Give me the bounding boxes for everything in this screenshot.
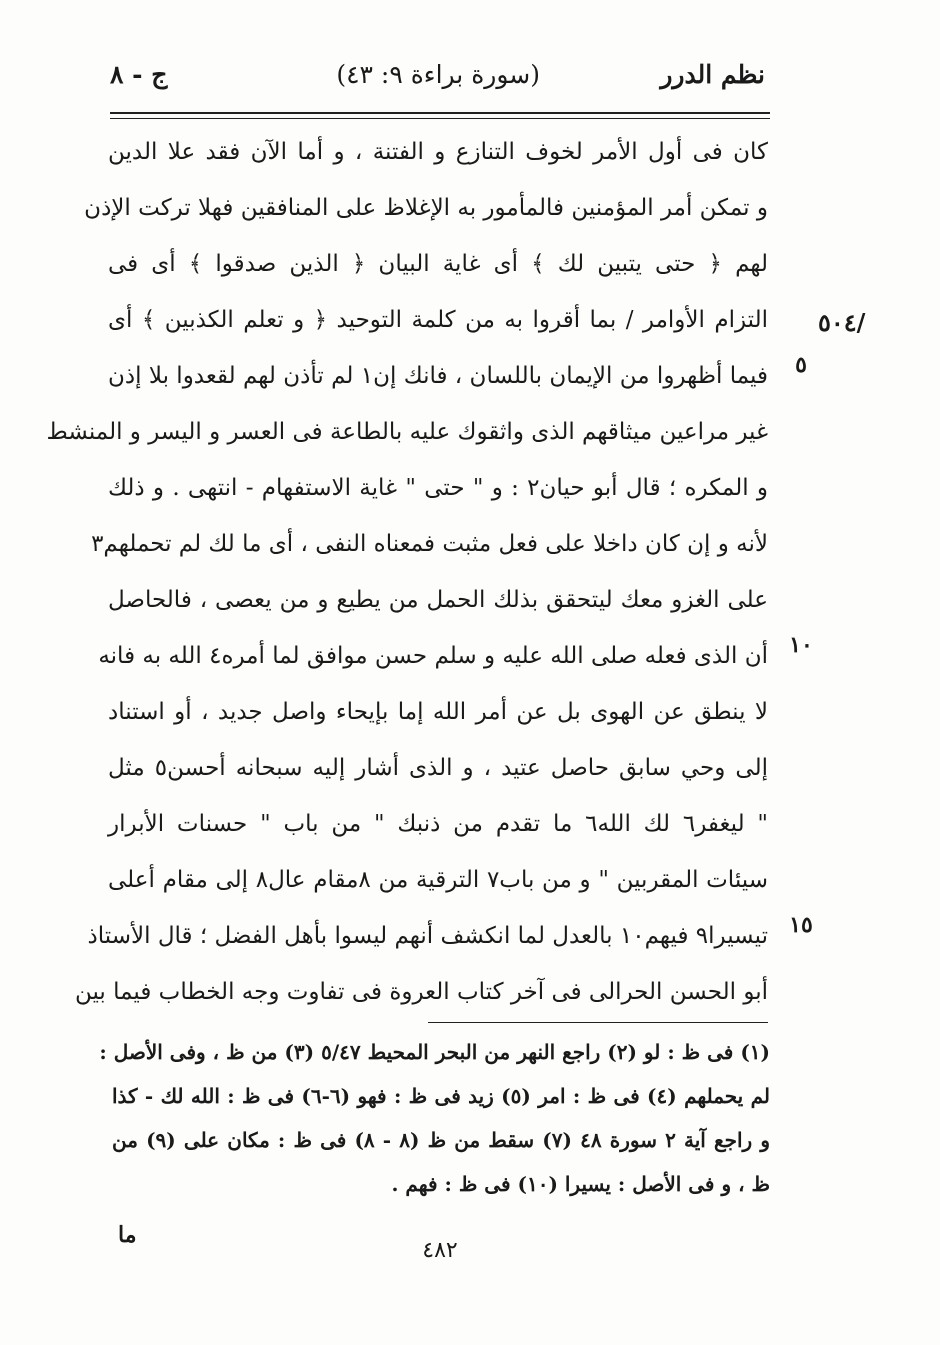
text-line: على الغزو معك ليتحقق بذلك الحمل من يطيع و من يعصى ، فالحاصل <box>108 587 768 613</box>
footnote-line: ظ ، و فى الأصل : يسيرا (١٠) فى ظ : فهم . <box>391 1172 770 1196</box>
text-line: فيما أظهروا من الإيمان باللسان ، فانك إن١ لم تأذن لهم لقعدوا بلا إذن <box>108 363 768 389</box>
text-line: أن الذى فعله صلى الله عليه و سلم حسن موافق لما أمره٤ الله به فانه <box>98 643 768 669</box>
text-line: كان فى أول الأمر لخوف التنازع و الفتنة ، و أما الآن فقد علا الدين <box>108 139 768 165</box>
footnote-line: و راجع آية ٢ سورة ٤٨ (٧) سقط من ظ (٨ - ٨) فى ظ : مكان على (٩) من <box>112 1128 770 1152</box>
footnote-rule <box>428 1022 768 1023</box>
page-number: ٤٨٢ <box>422 1238 458 1263</box>
text-line: تيسيرا٩ فيهم١٠ بالعدل لما انكشف أنهم ليسوا بأهل الفضل ؛ قال الأستاذ <box>87 923 768 949</box>
text-line: لا ينطق عن الهوى بل عن أمر الله إما بإيحاء واصل جديد ، أو استناد <box>108 699 768 725</box>
line-number-5: ٥ <box>795 352 807 378</box>
text-line: لهم ﴿ حتى يتبين لك ﴾ أى غاية البيان ﴿ الذين صدقوا ﴾ أى فى <box>108 251 768 277</box>
text-line: إلى وحي سابق حاصل عتيد ، و الذى أشار إليه سبحانه أحسن٥ مثل <box>108 755 768 781</box>
main-text <box>46 124 768 1020</box>
line-number-15: ١٥ <box>789 912 813 938</box>
catchword: ما <box>118 1222 137 1248</box>
text-line: و تمكن أمر المؤمنين فالمأمور به الإغلاظ على المنافقين فهلا تركت الإذن <box>84 195 768 221</box>
text-line: غير مراعين ميثاقهم الذى واثقوك عليه بالطاعة فى العسر و اليسر و المنشط <box>46 419 768 445</box>
text-line: أبو الحسن الحرالى فى آخر كتاب العروة فى تفاوت وجه الخطاب فيما بين <box>74 979 768 1005</box>
running-header <box>110 60 765 104</box>
text-line: " ليغفر٦ لك الله٦ ما تقدم من ذنبك " من باب " حسنات الأبرار <box>108 811 768 837</box>
footnote-line: لم يحملهم (٤) فى ظ : امر (٥) زيد فى ظ : فهو (٦-٦) فى ظ : الله لك - كذا <box>112 1084 771 1108</box>
text-line: التزام الأوامر / بما أقروا به من كلمة التوحيد ﴿ و تعلم الكذبين ﴾ أى <box>108 307 768 333</box>
volume-number: ج - ٨ <box>110 60 168 89</box>
text-line: لأنه و إن كان داخلا على فعل مثبت فمعناه النفى ، أى ما لك لم تحملهم٣ <box>91 531 768 557</box>
book-title: نظم الدرر <box>660 60 765 89</box>
text-line: سيئات المقربين " و من باب٧ الترقية من ٨مقام عال٨ إلى مقام أعلى <box>108 867 768 893</box>
manuscript-folio-mark: /٥٠٤ <box>818 308 866 337</box>
line-number-10: ١٠ <box>789 632 813 658</box>
text-line: و المكره ؛ قال أبو حيان٢ : و " حتى " غاية الاستفهام - انتهى . و ذلك <box>108 475 768 501</box>
surah-reference: (سورة براءة ٩: ٤٣) <box>336 60 540 89</box>
header-rule <box>110 112 770 119</box>
footnote-line: (١) فى ظ : لو (٢) راجع النهر من البحر المحيط ٥/٤٧ (٣) من ظ ، وفى الأصل : <box>99 1040 770 1064</box>
footnotes <box>99 1030 771 1206</box>
